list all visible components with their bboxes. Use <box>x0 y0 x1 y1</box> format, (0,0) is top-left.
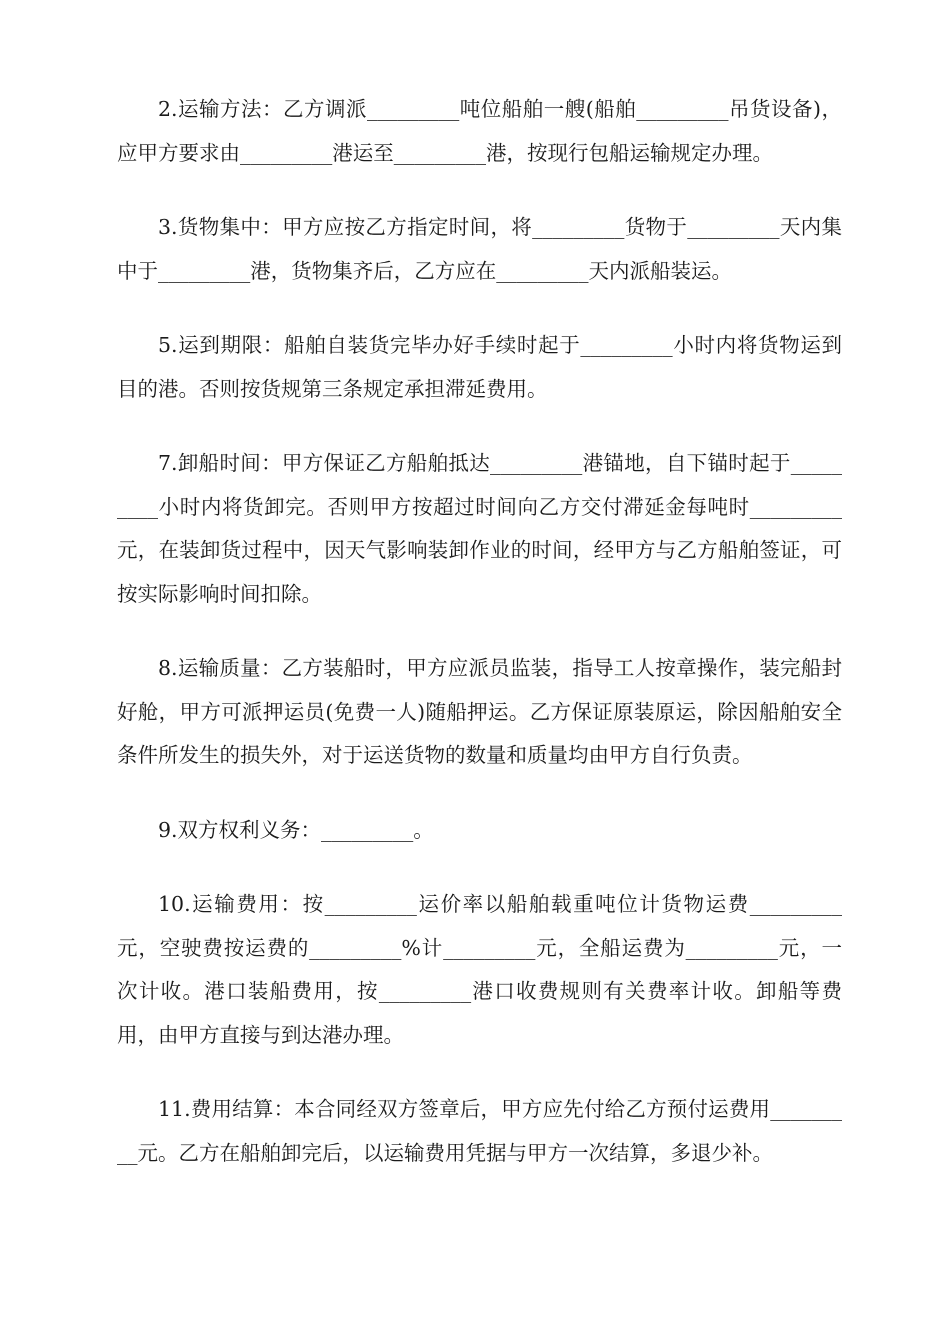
clause-transport-method: 2.运输方法：乙方调派_________吨位船舶一艘(船舶_________吊货设备)，应甲方要求由_________港运至_________港，按现行包船运输规定办理。 <box>117 97 842 165</box>
clause-unloading-time: 7.卸船时间：甲方保证乙方船舶抵达_________港锚地，自下锚时起于_________小时内将货卸完。否则甲方按超过时间向乙方交付滞延金每吨时_________元，在装卸货过程中，因天气影响装卸作业的时间，经甲方与乙方船舶签证，可按实际影响时间扣除。 <box>117 451 842 606</box>
clause-transport-fees: 10.运输费用：按_________运价率以船舶载重吨位计货物运费_________元，空驶费按运费的_________%计_________元，全船运费为_________元，一次计收。港口装船费用，按_________港口收费规则有关费率计收。卸船等费用，由甲方直接与到达港办理。 <box>117 892 842 1047</box>
clause-rights-obligations: 9.双方权利义务：_________。 <box>158 817 434 842</box>
contract-body <box>117 88 842 1175</box>
clause-transport-quality: 8.运输质量：乙方装船时，甲方应派员监装，指导工人按章操作，装完船封好舱，甲方可派押运员(免费一人)随船押运。乙方保证原装原运，除因船舶安全条件所发生的损失外，对于运送货物的数量和质量均由甲方自行负责。 <box>117 656 842 767</box>
clause-fee-settlement: 11.费用结算：本合同经双方签章后，甲方应先付给乙方预付运费用_________元。乙方在船舶卸完后，以运输费用凭据与甲方一次结算，多退少补。 <box>117 1097 842 1165</box>
clause-delivery-deadline: 5.运到期限：船舶自装货完毕办好手续时起于_________小时内将货物运到目的港。否则按货规第三条规定承担滞延费用。 <box>117 333 842 401</box>
clause-cargo-collection: 3.货物集中：甲方应按乙方指定时间，将_________货物于_________天内集中于_________港，货物集齐后，乙方应在_________天内派船装运。 <box>117 215 842 283</box>
